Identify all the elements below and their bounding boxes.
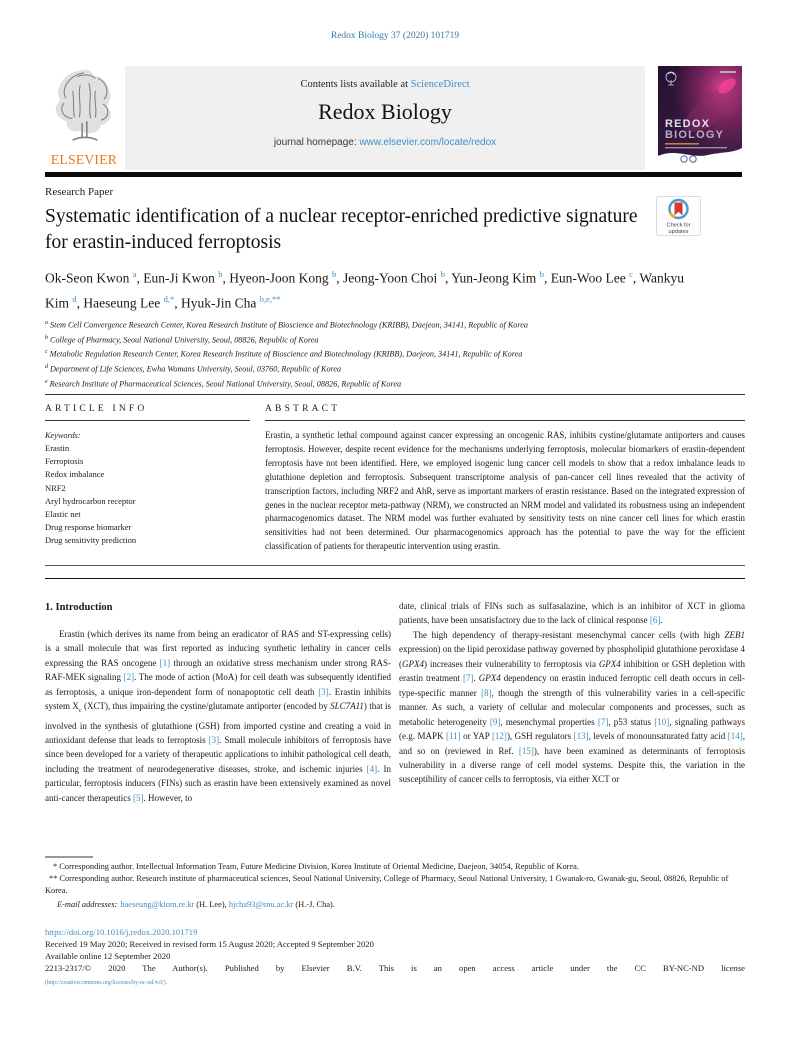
citation-link[interactable]: [8] [481,687,492,698]
body-top-rule [45,578,745,579]
citation-link[interactable]: [3] [318,686,329,697]
text-run: . However, to [143,792,193,803]
citation-link[interactable]: [13] [573,731,589,742]
author-affiliation-sup[interactable]: c [629,269,633,279]
doi-link[interactable]: https://doi.org/10.1016/j.redox.2020.101719 [45,927,198,937]
text-run: ), have been examined as determinants of ferroptosis vulnerability in a diverse range of cell model systems. Despite this, the variation in the susceptibility of cancer cells to ferroptosis, via either XCT or [399,745,745,785]
gene-name: ZEB1 [724,629,745,640]
citation-link[interactable]: [12] [491,731,507,742]
author-name: Haeseung Lee [83,295,161,310]
affiliation-list [45,317,745,391]
affiliation-text: Department of Life Sciences, Ewha Womans University, Seoul, 03760, Republic of Korea [50,364,342,374]
keyword-item: Drug sensitivity prediction [45,535,137,546]
citation-link[interactable]: [5] [132,792,144,803]
abstract-heading-rule [265,420,745,421]
author-affiliation-sup[interactable]: d [72,293,77,304]
author-name: Yun-Jeong Kim [451,270,537,286]
intro-paragraph-1-continued [399,599,745,628]
elsevier-wordmark: ELSEVIER [50,152,118,167]
article-info-heading-rule [45,420,250,421]
email-link-1[interactable]: haeseung@kiom.re.kr [120,900,195,909]
body-column-right [399,599,745,787]
keyword-item: Erastin [45,443,70,453]
text-run: . [473,673,479,684]
elsevier-logo[interactable] [45,64,123,170]
text-run: , though the strength of this vulnerability varies in a cell-specific manner. As such, a variety of cellular and molecular components and processes, such as metabolic heterogeneity [399,687,745,727]
author-affiliation-sup[interactable]: b [440,269,445,279]
text-run: inhibition or GSH depletion with erastin treatment [399,658,745,684]
citation-link[interactable]: [7] [597,716,609,727]
footnote-1-marker: * [53,862,58,871]
intro-paragraph-1 [45,627,391,805]
keywords-list [45,442,250,548]
email-line [45,899,745,911]
affiliation-sup: d [45,364,48,371]
affiliation-sup: a [45,320,48,326]
citation-link[interactable]: [4] [366,763,378,774]
citation-link[interactable]: [9] [489,716,501,727]
citation-link[interactable]: [3] [208,734,220,745]
author-name: Hyeon-Joon Kong [229,270,329,286]
text-run: or YAP [460,731,492,742]
homepage-line [125,137,645,148]
text-run: The high dependency of therapy-resistant mesenchymal cancer cells (with high [413,629,725,640]
text-run: ) that is involved in the synthesis of glutathione (GSH) from imported cystine and creating a void in antioxidant defense that leads to ferroptosis [45,701,392,745]
body-column-left [45,627,391,805]
keywords-label: Keywords: [45,431,81,440]
affiliation-text: Stem Cell Convergence Research Center, Korea Research Institute of Bioscience and Biotechnology (KRIBB), Daejeon, 34141, Republic of Korea [50,320,529,330]
article-history-line: Received 19 May 2020; Received in revised form 15 August 2020; Accepted 9 September 2020 [45,939,374,949]
introduction-heading: 1. Introduction [45,602,113,613]
gene-name: SLC7A11 [330,701,364,712]
check-updates-text-1: Check for [666,222,691,229]
affiliation-row [45,376,745,391]
journal-cover-thumbnail[interactable] [658,66,742,168]
article-info-heading: ARTICLE INFO [45,404,148,414]
citation-link[interactable]: [11] [445,731,461,742]
text-run: , p53 status [608,716,655,727]
subscript: c [78,707,82,715]
text-run: . Small molecule inhibitors of ferroptosis have since been developed for a variety of therapeutic applications to inhibit pathological cell death, including the treatment of neurodegenerative diseases, stroke, and ischemic injuries [45,734,391,774]
journal-reference: Redox Biology 37 (2020) 101719 [330,31,460,41]
article-info-section [45,404,250,548]
affiliation-text: Research Institute of Pharmaceutical Sciences, Seoul National University, Seoul, 08826, Republic of Korea [49,379,402,389]
text-run: , levels of monounsaturated fatty acid [588,731,728,742]
elsevier-tree-icon [46,64,122,148]
journal-header-box [125,66,645,170]
abstract-section [265,404,745,554]
affiliation-text: Metabolic Regulation Research Center, Korea Research Institute of Bioscience and Biotechnology (KRIBB), Daejeon, 34141, Republic of Korea [49,350,523,360]
author-affiliation-sup[interactable]: b [539,269,544,279]
text-run: . [660,615,663,626]
text-run: . The mode of action (MoA) for cell death was subsequently identified as ferroptosis, a unique iron-dependent form of nonapoptotic cell death [45,672,391,697]
citation-link[interactable]: [7] [462,673,474,684]
affiliation-row [45,346,745,361]
citation-link[interactable]: [6] [649,615,661,626]
affiliation-sup: b [45,334,48,341]
intro-paragraph-2 [399,628,745,787]
author-name: Ok-Seon Kwon [45,270,130,286]
footnote-2-marker: ** [49,874,58,883]
email-2-owner: (H.-J. Cha). [293,900,335,909]
email-1-owner: (H. Lee), [194,900,229,909]
email-label: E-mail addresses: [57,900,118,909]
text-run: , mesenchymal properties [500,716,598,727]
text-run: Erastin (which derives its name from being an eradicator of RAS and ST-expressing cells) is a small molecule that was first reported as inducing synthetic lethality in cancer cells expressing the RAS oncogene [45,629,391,668]
journal-title: Redox Biology [318,99,452,124]
text-run: . In particular, ferroptosis inducers (FINs) such as erastin have been extensively examined as novel anti-cancer therapeutics [45,763,391,803]
author-affiliation-sup[interactable]: a [132,269,137,279]
cover-image [658,66,742,168]
contents-line [125,66,645,90]
author-affiliation-sup[interactable]: d,* [163,293,175,304]
cover-title-line1: REDOX [665,118,711,130]
info-section-top-rule [45,394,745,395]
author-list: Ok-Seon Kwon $^a$, Eun-Ji Kwon $^b$, Hyeon-Joon Kong $^b$, Jeong-Yoon Choi $^b$, Yun-Jeong Kim $^b$, Eun-Woo Lee $^c$, Wankyu Kim $^d$, Haeseung Lee $^{d,*}$, Hyuk-Jin Cha $^{b,e,**}$ [45,269,685,310]
citation-link[interactable]: [15] [518,745,534,756]
text-run: dependency on erastin induced ferroptic cell death occurs in cell-type-specific manner [399,673,745,698]
footnote-rule [45,856,93,858]
citation-link[interactable]: [14] [727,731,743,742]
sciencedirect-link[interactable]: ScienceDirect [410,79,470,90]
gene-name: GPX4 [478,673,501,684]
author-name: Hyuk-Jin Cha [180,295,257,310]
footnote-1 [45,861,745,873]
text-run: , signaling pathways (e.g. MAPK [399,716,745,742]
text-run: through an oxidative stress mechanism under strong RAS-RAF-MEK signaling [45,657,392,683]
text-run: , and so on (reviewed in Ref. [399,731,745,756]
author-affiliation-sup[interactable]: b,e,** [259,293,281,304]
info-section-bottom-rule [45,565,745,566]
author-name: Eun-Ji Kwon [143,270,215,286]
keyword-item: Redox imbalance [45,469,105,480]
text-run: (XCT), thus impairing the cystine/glutamate antiporter (encoded by [81,701,331,712]
citation-link[interactable]: [1] [159,657,171,668]
check-updates-text-2: updates [668,229,689,235]
citation-link[interactable]: [10] [654,716,670,727]
text-run: . Erastin inhibits system X [45,686,392,712]
keyword-item: NRF2 [45,482,66,493]
author-name: Eun-Woo Lee [550,270,626,286]
text-run: ) increases their vulnerability to ferroptosis via [424,658,599,669]
text-run: date, clinical trials of FINs such as sulfasalazine, which is an inhibitor of XCT in glioma patients, have been unsatisfactory due to the lack of clinical response [399,601,745,626]
gene-name: GPX4 [598,658,621,669]
check-updates-icon [656,196,701,236]
email-link-2[interactable]: hjcha93@snu.ac.kr [228,900,294,909]
homepage-prefix: journal homepage: [273,137,360,148]
abstract-text: Erastin, a synthetic lethal compound against cancer expressing an oncogenic RAS, inhibits cystine/glutamate antiporters and causes ferroptosis. However, despite recent evidence for the mechanisms underlying ferroptosis, molecular biomarkers of erastin-dependent ferroptosis have not been identified. Here, we employed isogenic lung cancer cell models to show that a redox imbalance leads to glutathione depletion and ferroptosis. Subsequent transcriptome analysis of pan-cancer cell lines revealed that the activity of transcription factors, including NRF2 and AhR, serve as important markers of erastin resistance. Based on the integrated expression of genes in the nuclear receptor meta-pathway (NRM), we constructed an NRM model and validated its robustness using an independent pharmacogenomics dataset. The NRM model was further evaluated by sensitivity tests on nine cancer cell lines for which erastin sensitivities had not been determined. Our pharmacogenomics approach has the potential to pave the way for the efficient classification of patients for therapeutic intervention using erastin. [265,430,745,552]
journal-homepage-link[interactable]: www.elsevier.com/locate/redox [359,137,497,148]
affiliation-sup: c [45,349,48,356]
affiliation-row [45,332,745,347]
author-name: Jeong-Yoon Choi [343,270,438,286]
affiliation-sup: e [45,378,48,385]
keyword-item: Drug response biomarker [45,522,132,533]
footnote-2 [45,873,745,897]
contents-prefix: Contents lists available at [300,79,411,90]
gene-name: GPX4 [402,658,424,669]
keyword-item: Elastic net [45,509,81,520]
author-affiliation-sup[interactable]: b [218,269,223,279]
cover-title-line2: BIOLOGY [665,129,725,141]
footnote-1-text: Corresponding author. Intellectual Information Team, Future Medicine Division, Korea Institute of Oriental Medicine, Daejeon, 34054, Republic of Korea. [59,862,579,871]
available-online-line: Available online 12 September 2020 [45,951,171,961]
header-divider [45,172,742,177]
keyword-item: Aryl hydrocarbon receptor [45,495,136,506]
article-type-label: Research Paper [45,186,114,198]
text-run: expression) on the lipid peroxidase pathway governed by phospholipid glutathione peroxidase 4 ( [399,644,745,669]
article-title: Systematic identification of a nuclear receptor-enriched predictive signature for erastin-induced ferroptosis [45,206,638,253]
affiliation-text: College of Pharmacy, Seoul National University, Seoul, 08826, Republic of Korea [50,335,319,345]
footnote-2-text: Corresponding author. Research institute of pharmaceutical sciences, Seoul National University, College of Pharmacy, Seoul National University, 1 Gwanak-ro, Gwanak-gu, Seoul, 08826, Republic of Korea. [45,874,729,896]
affiliation-row [45,317,745,332]
text-run: ), GSH regulators [506,731,574,742]
citation-link[interactable]: [2] [123,672,135,683]
check-updates-badge[interactable] [656,196,701,236]
author-affiliation-sup[interactable]: b [332,269,337,279]
author-name: Wankyu Kim [45,270,685,310]
copyright-line: 2213-2317/© 2020 The Author(s). Published by Elsevier B.V. This is an open access article under the CC BY-NC-ND license [45,963,745,973]
abstract-heading: ABSTRACT [265,404,341,414]
keyword-item: Ferroptosis [45,456,84,467]
license-link[interactable]: (http://creativecommons.org/licenses/by-nc-nd/4.0/). [45,980,168,986]
affiliation-row [45,361,745,376]
